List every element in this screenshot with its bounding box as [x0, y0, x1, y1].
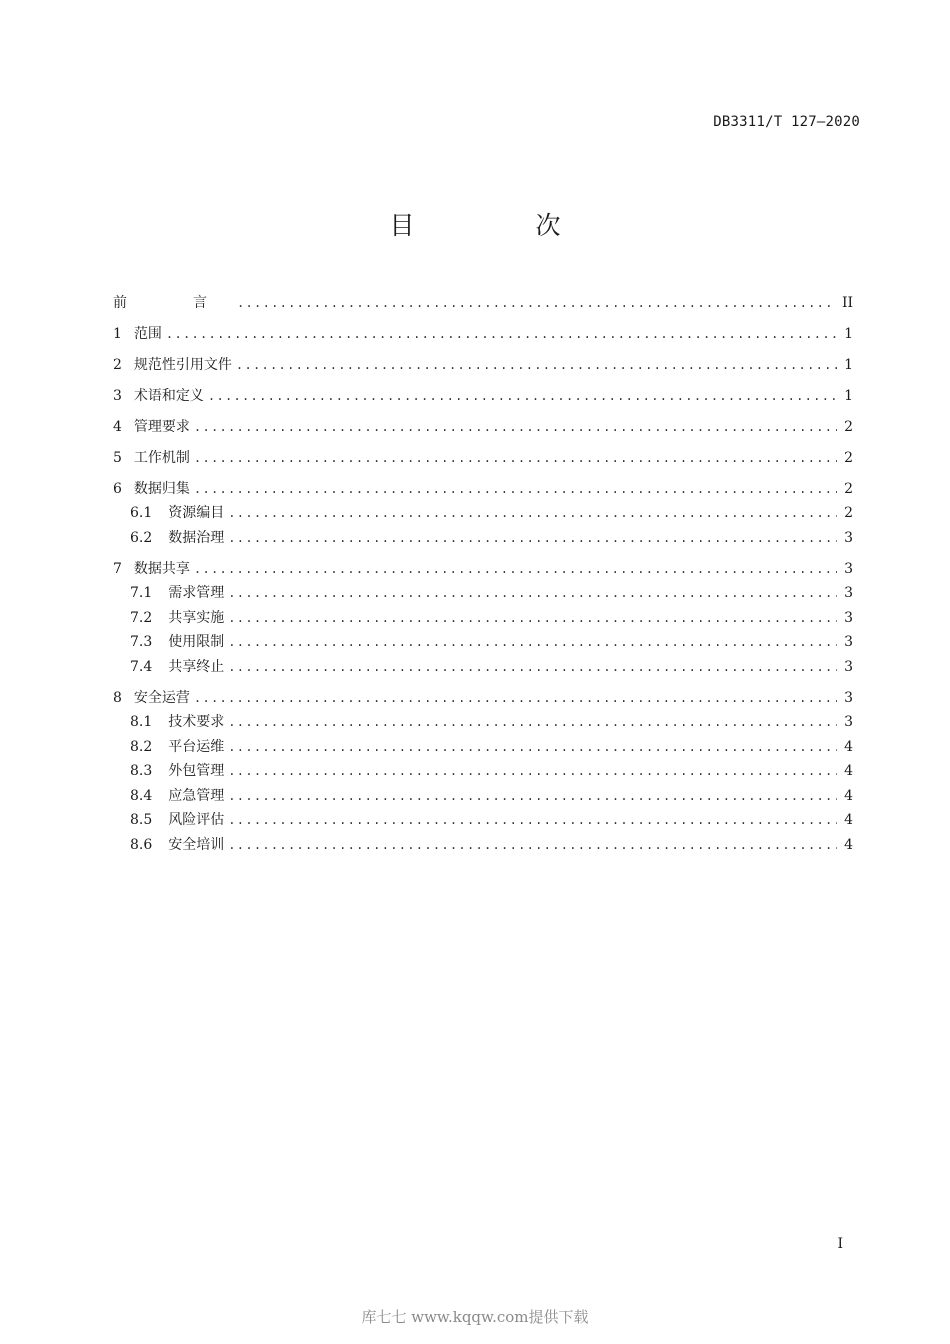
toc-entry-number: 8.6 [130, 836, 153, 853]
toc-entry-title: 数据治理 [168, 529, 225, 546]
toc-entry[interactable] [113, 627, 853, 652]
toc-entry-title: 安全培训 [168, 836, 225, 853]
toc-entry-title: 资源编目 [168, 505, 225, 521]
toc-leader-dots [194, 689, 837, 707]
page-number: I [837, 1236, 843, 1252]
toc-leader-dots [228, 633, 837, 651]
toc-entry-number: 8.5 [130, 812, 153, 828]
toc-entry[interactable] [113, 553, 853, 578]
toc-entry[interactable] [113, 442, 853, 467]
toc-entry-title: 管理要求 [133, 418, 190, 435]
toc-entry-page: 4 [844, 787, 853, 804]
toc-entry[interactable] [113, 522, 853, 547]
toc-entry-number: 8 [113, 689, 122, 706]
toc-leader-dots [228, 529, 837, 547]
toc-leader-dots [228, 504, 837, 522]
toc-entry[interactable] [113, 602, 853, 627]
toc-leader-dots [228, 738, 837, 756]
toc-entry-page: 3 [844, 689, 853, 706]
document-code: DB3311/T 127—2020 [713, 114, 860, 130]
toc-entry[interactable] [113, 287, 853, 312]
toc-entry[interactable] [113, 682, 853, 707]
toc-entry-number: 7.2 [130, 609, 153, 626]
toc-entry-page: 2 [844, 449, 853, 466]
toc-entry-title: 数据归集 [133, 480, 190, 497]
toc-entry-title: 工作机制 [133, 449, 190, 466]
toc-entry-title: 需求管理 [168, 585, 225, 601]
toc-entry[interactable] [113, 380, 853, 405]
toc-leader-dots [194, 449, 837, 467]
toc-entry-page: 4 [844, 812, 853, 828]
toc-entry-number: 6 [113, 480, 122, 497]
toc-leader-dots [228, 762, 837, 780]
toc-entry-title: 使用限制 [168, 634, 225, 650]
toc-entry-title: 风险评估 [168, 812, 225, 828]
toc-leader-dots [228, 584, 837, 602]
toc-leader-dots [228, 787, 837, 805]
toc-entry-page: 3 [844, 714, 853, 730]
toc-entry-number: 7.1 [130, 585, 153, 601]
toc-entry-page: 1 [844, 325, 853, 342]
toc-entry-number: 8.2 [130, 738, 153, 755]
watermark: 库七七 www.kqqw.com提供下载 [361, 1308, 589, 1326]
toc-entry-number: 8.3 [130, 763, 153, 779]
toc-entry-title: 平台运维 [168, 738, 225, 755]
toc-entry[interactable] [113, 349, 853, 374]
toc-entry-number: 8.1 [130, 714, 153, 730]
toc-entry-page: 2 [844, 505, 853, 521]
toc-entry-page: 1 [844, 387, 853, 404]
toc-entry-title: 前 言 [113, 294, 233, 311]
toc-leader-dots [228, 658, 837, 676]
toc-entry-number: 1 [113, 325, 122, 342]
toc-entry-page: 4 [844, 738, 853, 755]
toc-entry-title: 安全运营 [133, 689, 190, 706]
toc-entry[interactable] [113, 498, 853, 523]
toc-leader-dots [228, 609, 837, 627]
toc-entry[interactable] [113, 411, 853, 436]
toc-entry-title: 共享实施 [168, 609, 225, 626]
toc-entry-number: 6.1 [130, 505, 153, 521]
toc-entry-page: 3 [844, 658, 853, 675]
toc-entry-page: 1 [844, 356, 853, 373]
toc-entry[interactable] [113, 756, 853, 781]
toc-entry-number: 7.4 [130, 658, 153, 675]
toc-leader-dots [236, 356, 837, 374]
toc-entry-title: 数据共享 [133, 560, 190, 577]
toc-entry[interactable] [113, 805, 853, 830]
toc-entry-number: 8.4 [130, 787, 153, 804]
toc-entry-title: 规范性引用文件 [133, 356, 232, 373]
toc-leader-dots [237, 294, 836, 312]
toc-entry-page: 2 [844, 480, 853, 497]
toc-entry-title: 范围 [133, 325, 162, 342]
toc-entry-number: 7 [113, 560, 122, 577]
toc-entry[interactable] [113, 780, 853, 805]
toc-entry-page: II [841, 294, 853, 311]
toc-entry-page: 2 [844, 418, 853, 435]
toc-entry-title: 共享终止 [168, 658, 225, 675]
toc-entry-page: 3 [844, 560, 853, 577]
toc-entry-number: 6.2 [130, 529, 153, 546]
toc-entry[interactable] [113, 829, 853, 854]
table-of-contents [113, 287, 853, 854]
toc-entry[interactable] [113, 473, 853, 498]
toc-entry[interactable] [113, 651, 853, 676]
toc-entry-page: 3 [844, 609, 853, 626]
toc-entry[interactable] [113, 707, 853, 732]
toc-entry-page: 3 [844, 529, 853, 546]
toc-leader-dots [194, 480, 837, 498]
toc-leader-dots [228, 713, 837, 731]
toc-leader-dots [166, 325, 837, 343]
toc-entry[interactable] [113, 578, 853, 603]
toc-entry[interactable] [113, 318, 853, 343]
toc-leader-dots [194, 560, 837, 578]
toc-title: 目 次 [389, 211, 609, 240]
toc-entry-title: 应急管理 [168, 787, 225, 804]
toc-entry-title: 技术要求 [168, 714, 225, 730]
toc-entry-page: 4 [844, 763, 853, 779]
toc-entry-number: 4 [113, 418, 122, 435]
toc-leader-dots [208, 387, 837, 405]
toc-entry-title: 术语和定义 [133, 387, 204, 404]
toc-entry-number: 2 [113, 356, 122, 373]
toc-entry-number: 5 [113, 449, 122, 466]
toc-leader-dots [228, 836, 837, 854]
toc-entry-page: 4 [844, 836, 853, 853]
toc-entry-number: 3 [113, 387, 122, 404]
toc-entry-page: 3 [844, 634, 853, 650]
toc-entry[interactable] [113, 731, 853, 756]
toc-entry-number: 7.3 [130, 634, 153, 650]
toc-leader-dots [194, 418, 837, 436]
toc-entry-page: 3 [844, 585, 853, 601]
toc-leader-dots [228, 811, 837, 829]
toc-entry-title: 外包管理 [168, 763, 225, 779]
